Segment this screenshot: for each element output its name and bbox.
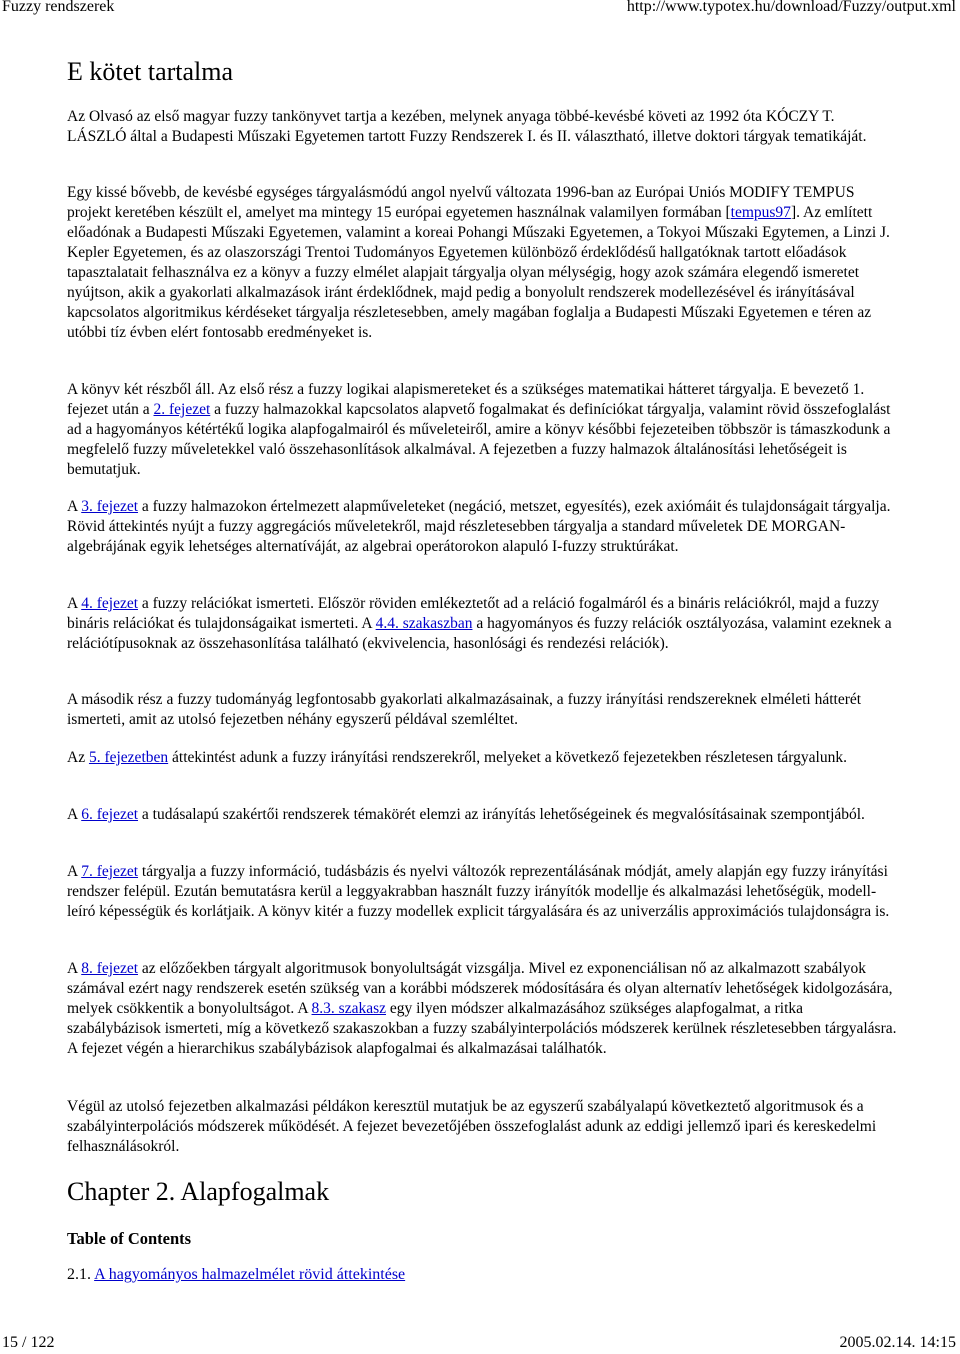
paragraph-7-text-b: áttekintést adunk a fuzzy irányítási rendszerekről, melyeket a következő fejezetekben részletesen tárgyalunk. bbox=[168, 749, 847, 766]
paragraph-10-text-c: egy ilyen módszer alkalmazásához szükséges alapfogalmat, a ritka szabálybázisok ismerteti, míg a következő szakaszokban a fuzzy szabályinterpolációs módszerek kerülnek részletesebben tárgyalásra. A fejezet végén a hierarchikus szabálybázisok alapfogalmai és alkalmazásai találhatók. bbox=[67, 1000, 897, 1057]
print-timestamp: 2005.02.14. 14:15 bbox=[839, 1334, 956, 1351]
link-section-4-4[interactable]: 4.4. szakaszban bbox=[375, 615, 473, 632]
paragraph-10-text-a: A bbox=[67, 960, 82, 977]
paragraph-4-text-a: A bbox=[67, 498, 82, 515]
citation-link-tempus97[interactable]: tempus97 bbox=[730, 204, 791, 221]
link-chapter-2[interactable]: 2. fejezet bbox=[153, 401, 211, 418]
paragraph-4-text-b: a fuzzy halmazokon értelmezett alapműveleteket (negáció, metszet, egyesítés), ezek axiómáit és tulajdonságait tárgyalja. Rövid áttekintés nyújt a fuzzy aggregációs műveletekről, majd részletesebben tárgyalja a standard műveletek DE MORGAN-algebrájának egyik lehetséges alternatíváját, az algebrai operátorokon alapuló I-fuzzy struktúrákat. bbox=[67, 498, 891, 555]
page-counter: 15 / 122 bbox=[2, 1334, 55, 1351]
chapter-title: Chapter 2. Alapfogalmak bbox=[67, 1177, 330, 1206]
paragraph-2 bbox=[67, 183, 897, 343]
paragraph-8-text-b: a tudásalapú szakértői rendszerek témakörét elemzi az irányítás lehetőségeinek és megvalósításainak szempontjából. bbox=[138, 806, 865, 823]
toc-entry bbox=[67, 1266, 405, 1284]
paragraph-7 bbox=[67, 748, 897, 768]
link-section-8-3[interactable]: 8.3. szakasz bbox=[311, 1000, 386, 1017]
paragraph-9 bbox=[67, 862, 897, 922]
paragraph-8 bbox=[67, 805, 897, 825]
paragraph-5-text-c: a hagyományos és fuzzy relációk osztályozása, valamint ezeknek a relációtípusoknak az összehasonlítása található (ekvivelencia, hasonlósági és rendezési relációk). bbox=[67, 615, 892, 652]
paragraph-5 bbox=[67, 594, 897, 654]
paragraph-5-text-a: A bbox=[67, 595, 82, 612]
paragraph-10-text-b: az előzőekben tárgyalt algoritmusok bonyolultságát vizsgálja. Mivel ez exponenciálisan nő az alkalmazott szabályok számával ezért nagy rendszerek esetén szükség van a korábbi módszerek módosítására és olyan alternatív lehetőségek kidolgozására, melyek csökkentik a bonyolultságot. A bbox=[67, 960, 893, 1017]
toc-entry-number: 2.1. bbox=[67, 1266, 95, 1283]
link-chapter-7[interactable]: 7. fejezet bbox=[81, 863, 139, 880]
paragraph-3-text-a: A könyv két részből áll. Az első rész a fuzzy logikai alapismereteket és a szükséges matematikai hátteret tárgyalja. E bevezető 1. fejezet után a bbox=[67, 381, 865, 418]
paragraph-8-text-a: A bbox=[67, 806, 82, 823]
paragraph-7-text-a: Az bbox=[67, 749, 89, 766]
toc-link-2-1[interactable]: A hagyományos halmazelmélet rövid áttekintése bbox=[94, 1266, 406, 1283]
section-title: E kötet tartalma bbox=[67, 57, 234, 86]
link-chapter-3[interactable]: 3. fejezet bbox=[81, 498, 139, 515]
header-url: http://www.typotex.hu/download/Fuzzy/output.xml bbox=[626, 0, 956, 15]
paragraph-6: A második rész a fuzzy tudományág legfontosabb gyakorlati alkalmazásainak, a fuzzy irányítási rendszereknek elméleti hátterét ismerteti, amit az utolsó fejezetben néhány egyszerű példával szemléltet. bbox=[67, 691, 862, 728]
link-chapter-4[interactable]: 4. fejezet bbox=[81, 595, 139, 612]
header-title: Fuzzy rendszerek bbox=[2, 0, 115, 15]
paragraph-2-text-b: ]. Az említett előadónak a Budapesti Műszaki Egyetemen, valamint a koreai Pohangi Műszaki Egyetemen, a Tokyoi Műszaki Egytemen, a Linzi J. Kepler Egyetemen, és az olaszországi Trentoi Tudományos Egyetemen különböző érdeklődésű hallgatóknak tartott előadások tapasztalatait felhasználva ez a könyv a fuzzy elmélet alapjait tárgyalja olyan mélységig, hogy azok számára elegendő ismeretet nyújtson, akik a gyakorlati alkalmazások iránt érdeklődnek, majd pedig a bonyolult rendszerek modellezésével és irányításával kapcsolatos algoritmikus kérdéseket tárgyalja részletesebben, amely magában foglalja a Budapesti Műszaki Egyetemen e téren az utóbbi tíz évben elért fontosabb eredményeket is. bbox=[67, 204, 890, 341]
paragraph-4 bbox=[67, 497, 897, 557]
paragraph-11: Végül az utolsó fejezetben alkalmazási példákon keresztül mutatjuk be az egyszerű szabályalapú következtető algoritmusok és a szabályinterpolációs módszerek működését. A fejezet bevezetőjében összefoglalást adunk az eddigi jellemző ipari és kereskedelmi felhasználásokról. bbox=[67, 1098, 877, 1155]
paragraph-9-text-b: tárgyalja a fuzzy információ, tudásbázis és nyelvi változók reprezentálásának módját, amely alapján egy fuzzy irányítási rendszer felépül. Ezután bemutatásra kerül a leggyakrabban használt fuzzy irányítók modellje és alkalmazási lehetőségük, modell-leíró képességük és korlátjaik. A könyv kitér a fuzzy modellek explicit tárgyalására és az univerzális approximációs tulajdonságra is. bbox=[67, 863, 890, 920]
paragraph-2-text-a: Egy kissé bővebb, de kevésbé egységes tárgyalásmódú angol nyelvű változata 1996-ban az Európai Uniós MODIFY TEMPUS projekt keretében készült el, amelyet ma mintegy 15 európai egyetemen használnak valamilyen formában [ bbox=[67, 184, 855, 221]
toc-title: Table of Contents bbox=[67, 1229, 192, 1248]
link-chapter-8[interactable]: 8. fejezet bbox=[81, 960, 139, 977]
paragraph-9-text-a: A bbox=[67, 863, 82, 880]
paragraph-3 bbox=[67, 380, 897, 480]
paragraph-3-text-b: a fuzzy halmazokkal kapcsolatos alapvető fogalmakat és definíciókat tárgyalja, valamint rövid összefoglalást ad a hagyományos kétértékű logika alapfogalmairól és műveleteiről, amire a könyv későbbi fejezeteiben többször is támaszkodunk a megfelelő fuzzy műveletekkel való összehasonlítások alkalmával. A fejezetben a fuzzy halmazok általánosítási lehetőségeit is bemutatjuk. bbox=[67, 401, 891, 478]
link-chapter-6[interactable]: 6. fejezet bbox=[81, 806, 139, 823]
paragraph-5-text-b: a fuzzy relációkat ismerteti. Először röviden emlékeztetőt ad a reláció fogalmáról és a bináris relációkról, majd a fuzzy bináris relációkat és tulajdonságaikat ismerteti. A bbox=[67, 595, 880, 632]
paragraph-10 bbox=[67, 959, 897, 1059]
link-chapter-5[interactable]: 5. fejezetben bbox=[88, 749, 169, 766]
paragraph-1: Az Olvasó az első magyar fuzzy tankönyvet tartja a kezében, melynek anyaga többé-kevésbé követi az 1992 óta KÓCZY T. LÁSZLÓ által a Budapesti Műszaki Egyetemen tartott Fuzzy Rendszerek I. és II. választható, illetve doktori tárgyak tematikáját. bbox=[67, 108, 867, 145]
